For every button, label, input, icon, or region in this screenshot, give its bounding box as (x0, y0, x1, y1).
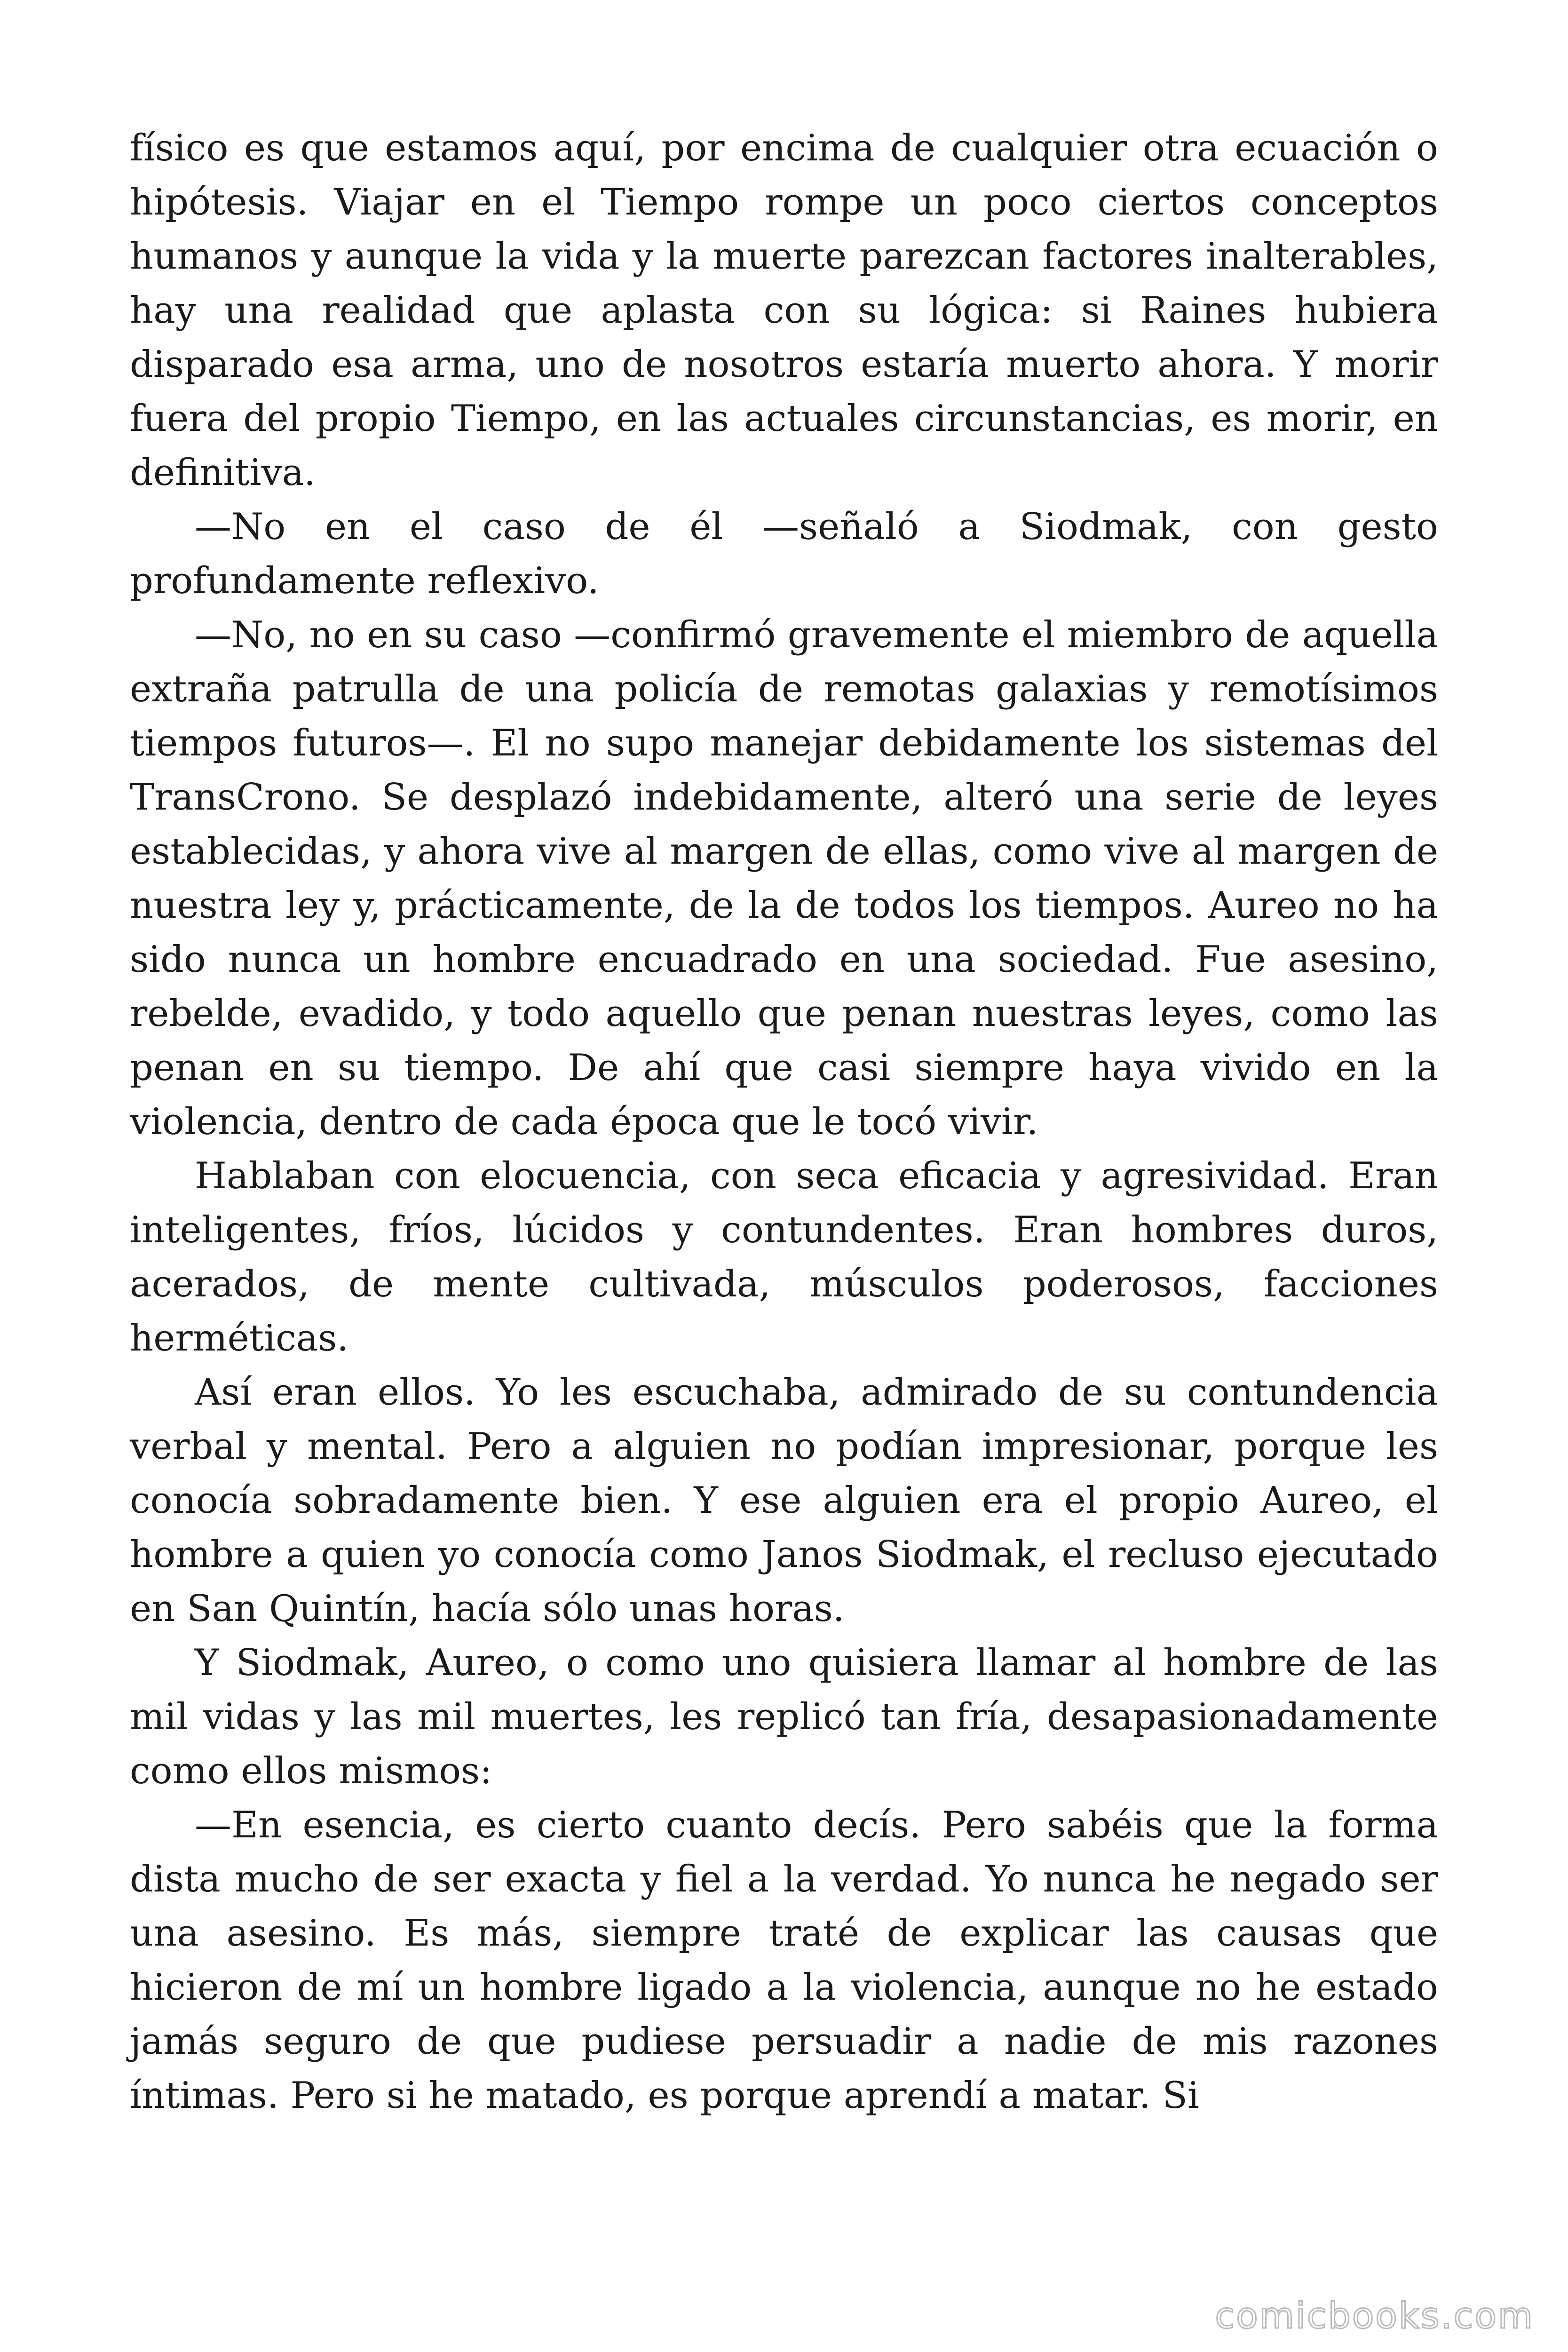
paragraph: Y Siodmak, Aureo, o como uno quisiera llamar al hombre de las mil vidas y las mil muertes, les replicó tan fría, desapasionadamente como ellos mismos: (130, 1642, 1438, 1792)
body-text (130, 121, 1438, 2123)
paragraph-dialogue: —En esencia, es cierto cuanto decís. Pero sabéis que la forma dista mucho de ser exacta y fiel a la verdad. Yo nunca he negado ser una asesino. Es más, siempre traté de explicar las causas que hicieron de mí un hombre ligado a la violencia, aunque no he estado jamás seguro de que pudiese persuadir a nadie de mis razones íntimas. Pero si he matado, es porque aprendí a matar. Si (130, 1804, 1438, 2117)
paragraph-dialogue: —No, no en su caso —confirmó gravemente el miembro de aquella extraña patrulla de una policía de remotas galaxias y remotísimos tiempos futuros—. El no supo manejar debidamente los sistemas del TransCrono. Se desplazó indebidamente, alteró una serie de leyes establecidas, y ahora vive al margen de ellas, como vive al margen de nuestra ley y, prácticamente, de la de todos los tiempos. Aureo no ha sido nunca un hombre encuadrado en una sociedad. Fue asesino, rebelde, evadido, y todo aquello que penan nuestras leyes, como las penan en su tiempo. De ahí que casi siempre haya vivido en la violencia, dentro de cada época que le tocó vivir. (130, 614, 1438, 1143)
paragraph: Así eran ellos. Yo les escuchaba, admirado de su contundencia verbal y mental. Pero a alguien no podían impresionar, porque les conocía sobradamente bien. Y ese alguien era el propio Aureo, el hombre a quien yo conocía como Janos Siodmak, el recluso ejecutado en San Quintín, hacía sólo unas horas. (130, 1371, 1438, 1630)
paragraph-continuation: físico es que estamos aquí, por encima de cualquier otra ecuación o hipótesis. Viajar en el Tiempo rompe un poco ciertos conceptos humanos y aunque la vida y la muerte parezcan factores inalterables, hay una realidad que aplasta con su lógica: si Raines hubiera disparado esa arma, uno de nosotros estaría muerto ahora. Y morir fuera del propio Tiempo, en las actuales circunstancias, es morir, en definitiva. (130, 127, 1438, 494)
watermark: comicbooks.com (1215, 2295, 1534, 2336)
paragraph-dialogue: —No en el caso de él —señaló a Siodmak, con gesto profundamente reflexivo. (130, 506, 1438, 602)
paragraph: Hablaban con elocuencia, con seca eficacia y agresividad. Eran inteligentes, fríos, lúcidos y contundentes. Eran hombres duros, acerados, de mente cultivada, músculos poderosos, facciones herméticas. (130, 1155, 1438, 1359)
